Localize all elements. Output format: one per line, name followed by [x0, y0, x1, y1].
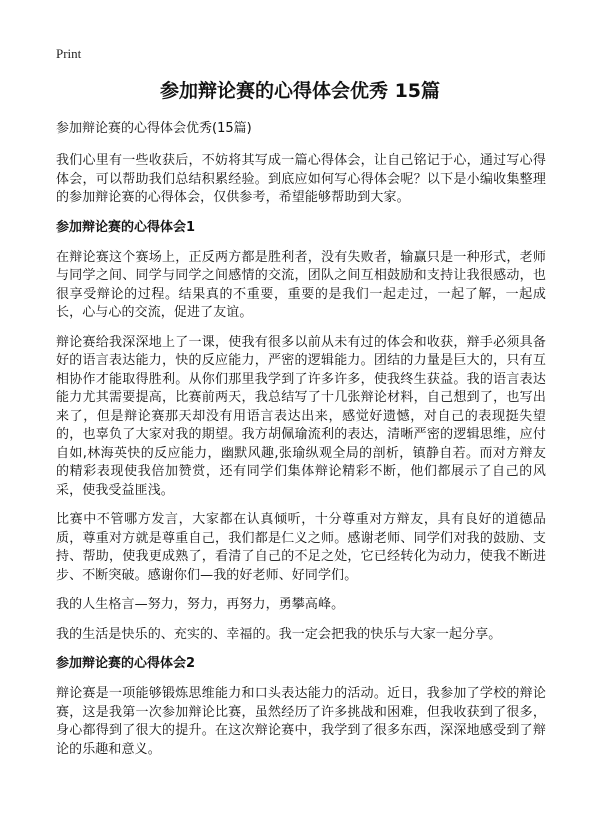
- section-1-paragraph-2: 辩论赛给我深深地上了一课，使我有很多以前从未有过的体会和收获，辩手必须具备好的语言表达能力，快的反应能力，严密的逻辑能力。团结的力量是巨大的，只有互相协作才能取得胜利。从你们那里我学到了许多许多，使我终生获益。我的语言表达能力尤其需要提高，比赛前两天，我总结写了十几张辩论材料，自己想到了，也写出来了，但是辩论赛那天却没有用语言表达出来，感觉好遗憾，对自己的表现挺失望的，也辜负了大家对我的期望。我方胡佩瑜流利的表达，清晰严密的逻辑思维，应付自如,林海英快的反应能力，幽默风趣,张瑜纵观全局的剖析，镇静自若。而对方辩友的精彩表现使我倍加赞赏，还有同学们集体辩论精彩不断，他们都展示了自己的风采，使我受益匪浅。: [56, 334, 546, 498]
- section-1-paragraph-3: 比赛中不管哪方发言，大家都在认真倾听，十分尊重对方辩友，具有良好的道德品质，尊重对方就是尊重自己，我们都是仁义之师。感谢老师、同学们对我的鼓励、支持、帮助，使我更成熟了，看清了自己的不足之处，它已经转化为动力，使我不断进步、不断突破。感谢你们—我的好老师、好同学们。: [56, 512, 546, 583]
- section-1-paragraph-4: 我的人生格言—努力，努力，再努力，勇攀高峰。: [56, 597, 345, 612]
- section-1-paragraph-1: 在辩论赛这个赛场上，正反两方都是胜利者，没有失败者，输赢只是一种形式，老师与同学之间、同学与同学之间感情的交流，团队之间互相鼓励和支持让我很感动，也很享受辩论的过程。结果真的不重要，重要的是我们一起走过，一起了解，一起成长，心与心的交流，促进了友谊。: [56, 249, 546, 320]
- intro-paragraph: 我们心里有一些收获后，不妨将其写成一篇心得体会，让自己铭记于心，通过写心得体会，可以帮助我们总结积累经验。到底应如何写心得体会呢？以下是小编收集整理的参加辩论赛的心得体会，仅供参考，希望能够帮助到大家。: [56, 153, 546, 205]
- section-heading-1: 参加辩论赛的心得体会1: [56, 219, 196, 235]
- page-title: 参加辩论赛的心得体会优秀 15篇: [159, 80, 441, 102]
- section-heading-2: 参加辩论赛的心得体会2: [56, 656, 196, 671]
- section-1-paragraph-5: 我的生活是快乐的、充实的、幸福的。我一定会把我的快乐与大家一起分享。: [56, 626, 502, 642]
- document-subtitle: 参加辩论赛的心得体会优秀(15篇): [56, 121, 252, 136]
- document-body: [56, 120, 546, 770]
- print-link[interactable]: Print: [56, 46, 82, 61]
- section-2-paragraph-1: 辩论赛是一项能够锻炼思维能力和口头表达能力的活动。近日，我参加了学校的辩论赛，这是我第一次参加辩论比赛，虽然经历了许多挑战和困难，但我收获到了很多，身心都得到了很大的提升。在这次辩论赛中，我学到了很多东西，深深地感受到了辩论的乐趣和意义。: [56, 686, 546, 757]
